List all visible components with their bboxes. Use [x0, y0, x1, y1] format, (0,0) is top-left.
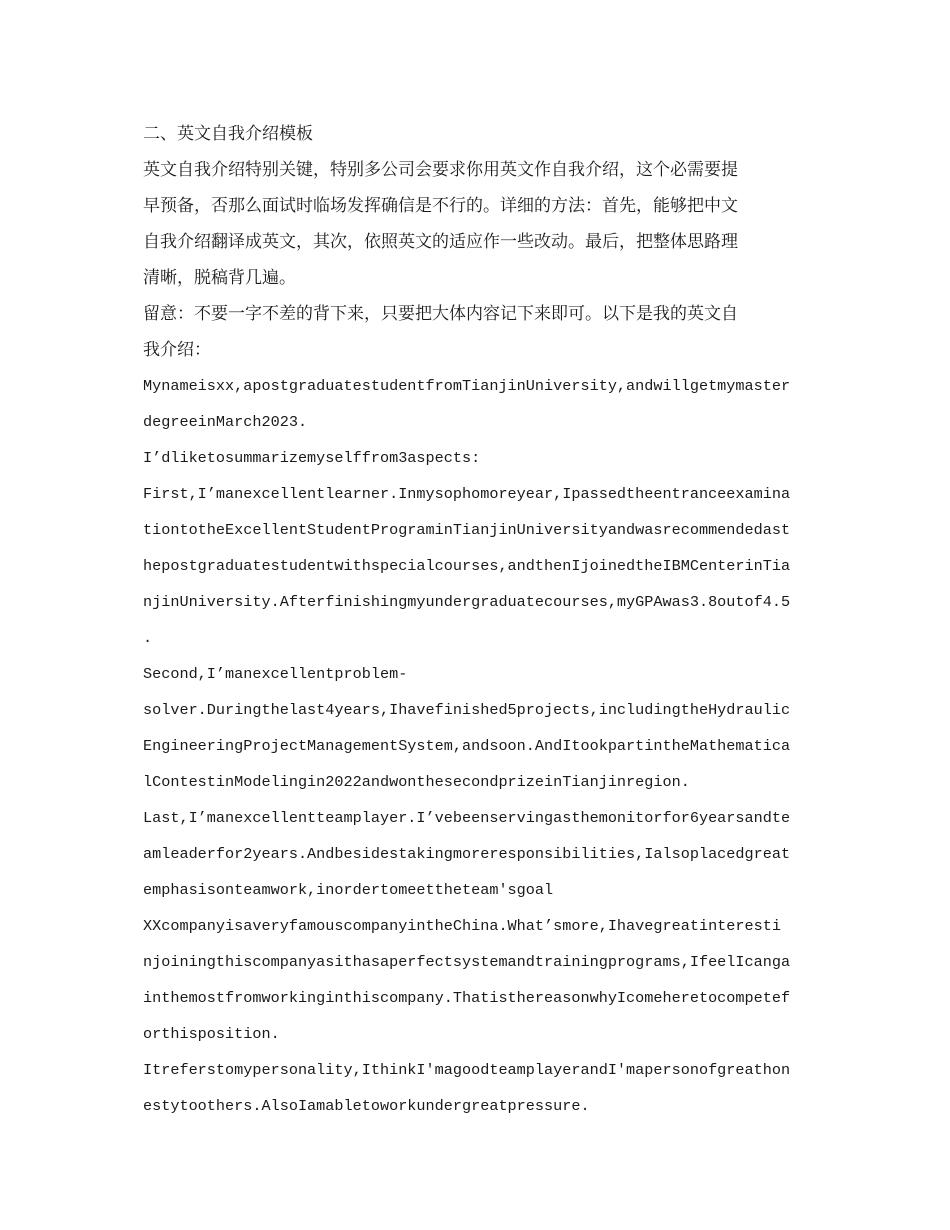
paragraph-line: estytoothers.AlsoIamabletoworkundergreatpressure. [143, 1097, 590, 1115]
paragraph-line: njoiningthiscompanyasithasaperfectsystemandtrainingprograms,IfeelIcanga [143, 953, 791, 971]
paragraph-line: 留意：不要一字不差的背下来，只要把大体内容记下来即可。以下是我的英文自 [143, 304, 738, 324]
paragraph-line: hepostgraduatestudentwithspecialcourses,andthenIjoinedtheIBMCenterinTia [143, 557, 791, 575]
paragraph-line: emphasisonteamwork,inordertomeettheteam'sgoal [143, 881, 554, 899]
paragraph-line: inthemostfromworkinginthiscompany.ThatisthereasonwhyIcomeheretocompetef [143, 989, 791, 1007]
section-heading: 二、英文自我介绍模板 [143, 124, 313, 144]
paragraph-line: orthisposition. [143, 1025, 280, 1043]
document-body [143, 116, 807, 1124]
paragraph-line: amleaderfor2years.Andbesidestakingmoreresponsibilities,Ialsoplacedgreat [143, 845, 791, 863]
paragraph-line: . [143, 629, 153, 647]
paragraph-line: I’dliketosummarizemyselffrom3aspects: [143, 449, 481, 467]
paragraph-line: degreeinMarch2023. [143, 413, 308, 431]
paragraph-line: EngineeringProjectManagementSystem,andsoon.AndItookpartintheMathematica [143, 737, 791, 755]
paragraph-line: 早预备，否那么面试时临场发挥确信是不行的。详细的方法：首先，能够把中文 [143, 196, 738, 216]
paragraph-line: First,I’manexcellentlearner.Inmysophomoreyear,Ipassedtheentranceexamina [143, 485, 791, 503]
paragraph-line: solver.Duringthelast4years,Ihavefinished5projects,includingtheHydraulic [143, 701, 791, 719]
paragraph-line: tiontotheExcellentStudentPrograminTianjinUniversityandwasrecommendedast [143, 521, 791, 539]
paragraph-line: njinUniversity.Afterfinishingmyundergraduatecourses,myGPAwas3.8outof4.5 [143, 593, 791, 611]
paragraph-line: Second,I’manexcellentproblem- [143, 665, 408, 683]
paragraph-line: lContestinModelingin2022andwonthesecondprizeinTianjinregion. [143, 773, 690, 791]
paragraph-line: 自我介绍翻译成英文，其次，依照英文的适应作一些改动。最后，把整体思路理 [143, 232, 738, 252]
paragraph-line: 清晰，脱稿背几遍。 [143, 268, 296, 288]
paragraph-line: Itreferstomypersonality,IthinkI'magoodteamplayerandI'mapersonofgreathon [143, 1061, 791, 1079]
paragraph-line: Mynameisxx,apostgraduatestudentfromTianjinUniversity,andwillgetmymaster [143, 377, 791, 395]
paragraph-line: 英文自我介绍特别关键，特别多公司会要求你用英文作自我介绍，这个必需要提 [143, 160, 738, 180]
paragraph-line: Last,I’manexcellentteamplayer.I’vebeenservingasthemonitorfor6yearsandte [143, 809, 791, 827]
paragraph-line: 我介绍： [143, 340, 211, 360]
paragraph-line: XXcompanyisaveryfamouscompanyintheChina.What’smore,Ihavegreatinteresti [143, 917, 781, 935]
